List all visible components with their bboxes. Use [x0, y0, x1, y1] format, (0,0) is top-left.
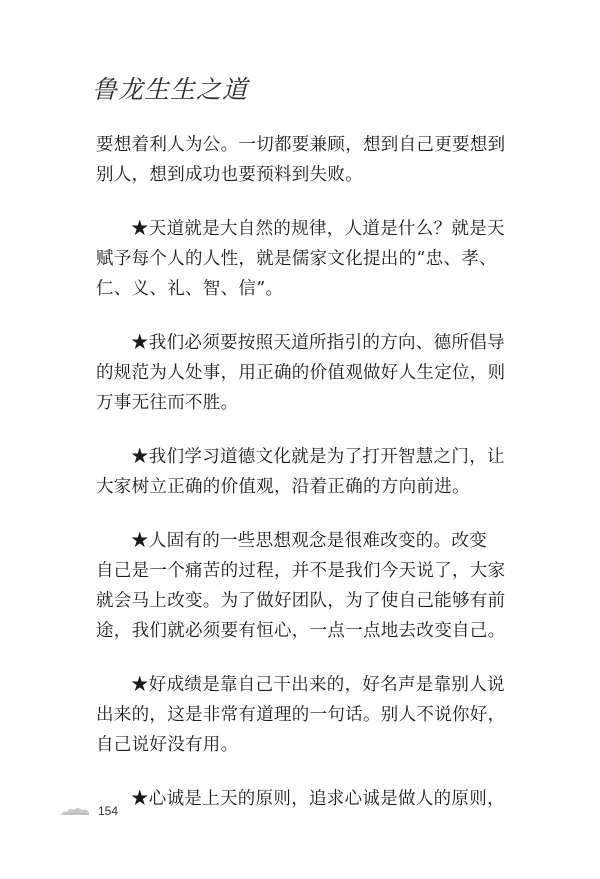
paragraph	[96, 670, 526, 760]
text-line: 别人，想到成功也要预料到失败。	[96, 165, 363, 185]
text-line: ★我们学习道德文化就是为了打开智慧之门，让	[131, 447, 505, 467]
text-line: 仁、义、礼、智、信”。	[96, 279, 284, 299]
text-line: 就会马上改变。为了做好团队，为了使自己能够有前	[96, 591, 506, 611]
page-body	[96, 130, 526, 814]
paragraph	[96, 526, 526, 646]
text-line: ★人固有的一些思想观念是很难改变的。改变	[131, 531, 487, 551]
paragraph	[96, 214, 526, 304]
text-line: 大家树立正确的价值观，沿着正确的方向前进。	[96, 477, 470, 497]
text-line: 的规范为人处事，用正确的价值观做好人生定位，则	[96, 363, 506, 383]
text-line: ★我们必须要按照天道所指引的方向、德所倡导	[131, 333, 505, 353]
paragraph	[96, 442, 526, 502]
book-title: 鲁龙生生之道	[92, 75, 249, 104]
text-line: 赋予每个人的人性，就是儒家文化提出的“忠、孝、	[96, 249, 497, 269]
cloud-ornament-icon	[60, 805, 90, 817]
paragraph	[96, 130, 526, 190]
page-number: 154	[98, 804, 119, 818]
text-line: ★心诚是上天的原则，追求心诚是做人的原则，	[131, 789, 505, 809]
page-footer	[60, 804, 118, 818]
paragraph	[96, 784, 526, 814]
text-line: 途，我们就必须要有恒心，一点一点地去改变自己。	[96, 621, 506, 641]
text-line: 万事无往而不胜。	[96, 393, 239, 413]
text-line: 自己是一个痛苦的过程，并不是我们今天说了，大家	[96, 561, 506, 581]
text-line: ★好成绩是靠自己干出来的，好名声是靠别人说	[131, 675, 505, 695]
text-line: 要想着利人为公。一切都要兼顾，想到自己更要想到	[96, 135, 506, 155]
text-line: 自己说好没有用。	[96, 735, 239, 755]
paragraph	[96, 328, 526, 418]
text-line: 出来的，这是非常有道理的一句话。别人不说你好，	[96, 705, 506, 725]
text-line: ★天道就是大自然的规律，人道是什么？就是天	[131, 219, 505, 239]
